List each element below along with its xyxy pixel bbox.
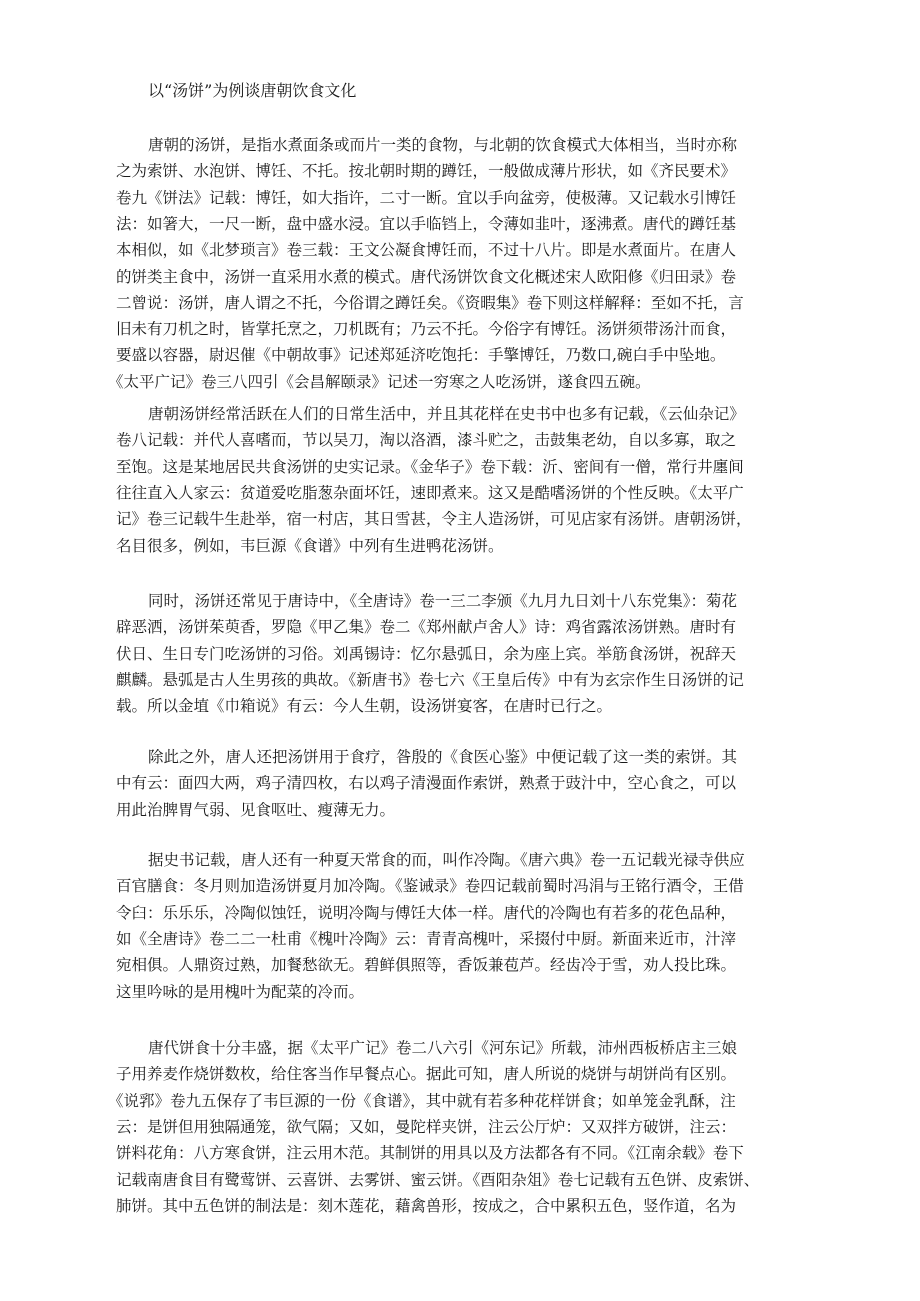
paragraph-line: 据史书记载，唐人还有一种夏天常食的而，叫作冷陶。《唐六典》卷一五记载光禄寺供应	[148, 851, 745, 869]
paragraph-line: 记》卷三记载牛生赴举，宿一村店，其日雪甚，令主人造汤饼，可见店家有汤饼。唐朝汤饼，	[116, 510, 752, 529]
paragraph-line: 《太平广记》卷三八四引《会昌解颐录》记述一穷寒之人吃汤饼，遂食四五碗。	[108, 372, 651, 391]
paragraph-line: 往往直入人家云：贫道爱吃脂葱杂面坏饪，速即煮来。这又是酷嗜汤饼的个性反映。《太平广	[116, 483, 744, 502]
paragraph-line: 子用养麦作烧饼数枚，给住客当作早餐点心。据此可知，唐人所说的烧饼与胡饼尚有区别。	[116, 1065, 737, 1084]
paragraph-line: 记载南唐食目有鹭莺饼、云喜饼、去雾饼、蜜云饼。《酉阳杂俎》卷七记载有五色饼、皮索饼、	[116, 1170, 760, 1189]
paragraph-line: 除此之外，唐人还把汤饼用于食疗，昝殷的《食医心鉴》中便记载了这一类的索饼。其	[148, 748, 738, 766]
paragraph-line: 中有云：面四大两，鸡子清四枚，右以鸡子清漫面作索饼，熟煮于豉汁中，空心食之，可以	[116, 774, 737, 793]
paragraph-line: 同时，汤饼还常见于唐诗中，《全唐诗》卷一三二李颁《九月九日刘十八东党集》：菊花	[148, 592, 738, 610]
paragraph-line: 《说郛》卷九五保存了韦巨源的一份《食谱》，其中就有若多种花样饼食；如单笼金乳酥，注	[108, 1091, 736, 1110]
paragraph-line: 至饱。这是某地居民共食汤饼的史实记录。《金华子》卷下载：沂、密间有一僧，常行井廛间	[116, 457, 744, 476]
paragraph-line: 本相似，如《北梦琐言》卷三载：王文公凝食博饪而，不过十八片。即是水煮面片。在唐人	[116, 241, 737, 260]
paragraph-line: 法：如箸大，一尺一断，盘中盛水浸。宜以手临铛上，令薄如韭叶，逐沸煮。唐代的蹲饪基	[116, 214, 737, 233]
paragraph-line: 如《全唐诗》卷二二一杜甫《槐叶冷陶》云：青青高槐叶，采掇付中厨。新面来近市，汁滓	[116, 929, 737, 948]
paragraph-line: 唐代饼食十分丰盛，据《太平广记》卷二八六引《河东记》所载，沛州西板桥店主三娘	[148, 1039, 738, 1057]
paragraph-line: 名目很多，例如，韦巨源《食谱》中列有生进鸭花汤饼。	[116, 536, 504, 555]
paragraph-line: 饼料花角：八方寒食饼，注云用木范。其制饼的用具以及方法都各有不同。《江南余载》卷下	[116, 1144, 744, 1163]
paragraph-line: 卷八记载：并代人喜嗜而，节以吴刀，淘以洛酒，漆斗贮之，击鼓集老幼，自以多寡，取之	[116, 431, 737, 450]
paragraph-line: 二曾说：汤饼，唐人谓之不托，今俗谓之蹲饪矣。《资暇集》卷下则这样解释：至如不托，言	[116, 293, 744, 312]
paragraph-line: 的饼类主食中，汤饼一直采用水煮的模式。唐代汤饼饮食文化概述宋人欧阳修《归田录》卷	[116, 267, 737, 286]
paragraph-line: 百官膳食：冬月则加造汤饼夏月加冷陶。《鉴诫录》卷四记载前蜀时冯涓与王铭行酒令，王借	[116, 877, 744, 896]
paragraph-line: 用此治脾胃气弱、见食呕吐、瘦薄无力。	[116, 800, 396, 819]
paragraph-line: 麒麟。悬弧是古人生男孩的典故。《新唐书》卷七六《王皇后传》中有为玄宗作生日汤饼的记	[116, 670, 744, 689]
paragraph-line: 肺饼。其中五色饼的制法是：刻木莲花，藉禽兽形，按成之，合中累积五色，竖作道，名为	[116, 1196, 737, 1215]
paragraph-line: 宛相俱。人鼎资过熟，加餐愁欲无。碧鲜俱照等，香饭兼苞芦。经齿冷于雪，劝人投比珠。	[116, 956, 737, 975]
paragraph-line: 这里吟咏的是用槐叶为配菜的冷而。	[116, 982, 365, 1001]
paragraph-line: 唐朝的汤饼，是指水煮面条或而片一类的食物，与北朝的饮食模式大体相当，当时亦称	[148, 136, 738, 154]
document-title: 以“汤饼”为例谈唐朝饮食文化	[148, 81, 357, 100]
paragraph-line: 唐朝汤饼经常活跃在人们的日常生活中，并且其花样在史书中也多有记载，《云仙杂记》	[148, 405, 745, 423]
paragraph-line: 旧未有刀机之时，皆掌托烹之，刀机既有；乃云不托。今俗字有博饪。汤饼须带汤汁而食，	[116, 320, 737, 339]
paragraph-line: 辟恶洒，汤饼茱萸香，罗隐《甲乙集》卷二《郑州献卢舍人》诗：鸡省露浓汤饼熟。唐时有	[116, 618, 737, 637]
paragraph-line: 云：是饼但用独隔通笼，欲气隔；又如，曼陀样夹饼，注云公厅炉：又双拌方破饼，注云：	[116, 1117, 737, 1136]
paragraph-line: 要盛以容器，尉迟催《中朝故事》记述郑延济吃饱托：手擎博饪，乃数口,碗白手中坠地。	[116, 346, 726, 365]
paragraph-line: 之为索饼、水泡饼、博饪、不托。按北朝时期的蹲饪，一般做成薄片形状，如《齐民要术》	[116, 162, 737, 181]
paragraph-line: 伏日、生日专门吃汤饼的习俗。刘禹锡诗：忆尔悬弧日，余为座上宾。举筋食汤饼，祝辞天	[116, 644, 737, 663]
paragraph-line: 令臼：乐乐乐，冷陶似蚀饪，说明冷陶与傅饪大体一样。唐代的冷陶也有若多的花色品种，	[116, 903, 737, 922]
paragraph-line: 载。所以金埴《巾箱说》有云：今人生朝，设汤饼宴客，在唐时已行之。	[116, 697, 613, 716]
paragraph-line: 卷九《饼法》记载：博饪，如大指许，二寸一断。宜以手向盆旁，使极薄。又记载水引博饪	[116, 188, 737, 207]
